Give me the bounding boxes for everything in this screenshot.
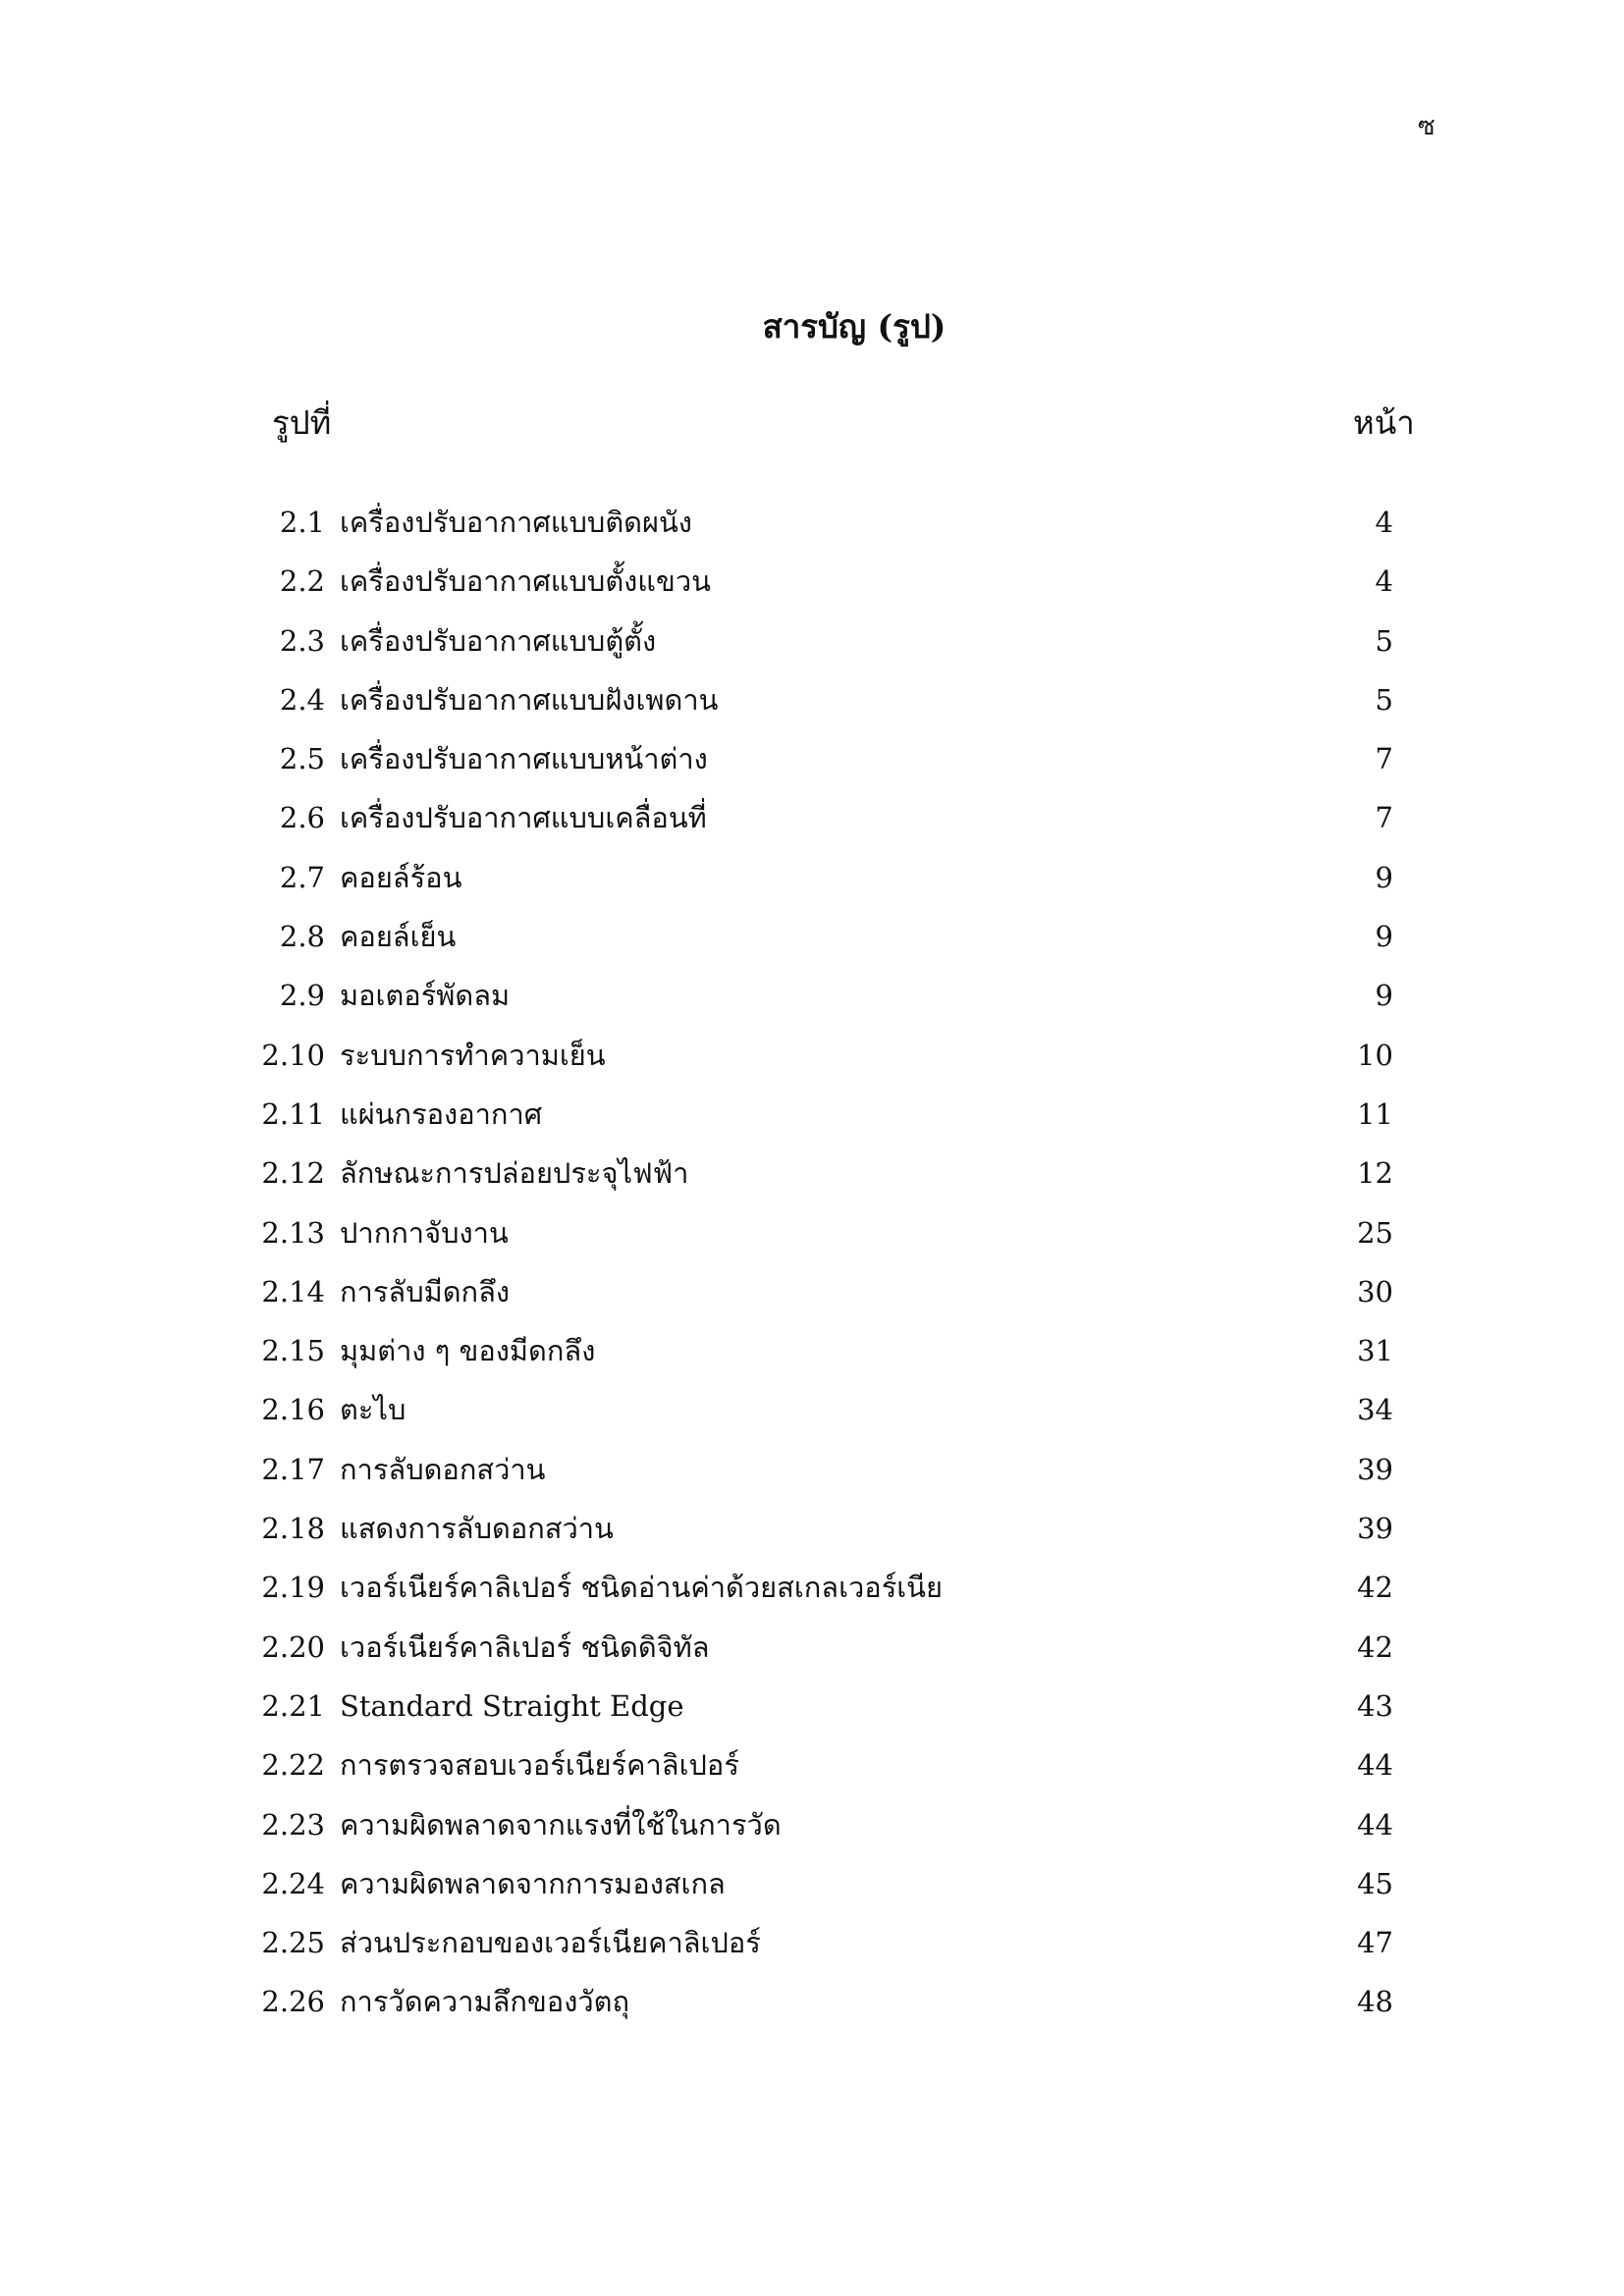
toc-entry: [0, 1735, 1624, 1794]
column-header-page: หน้า: [1353, 403, 1415, 442]
toc-entry-title: Standard Straight Edge: [340, 1688, 684, 1723]
toc-entry-number: 2.1: [279, 506, 325, 539]
toc-entry: [0, 1972, 1624, 2031]
toc-entry-number: 2.9: [279, 979, 325, 1013]
toc-entry-number: 2.2: [279, 564, 325, 599]
toc-entry: [0, 552, 1624, 611]
toc-entry-page: 44: [1357, 1748, 1393, 1783]
toc-entry-number: 2.10: [261, 1038, 325, 1072]
toc-entry-page: 9: [1375, 979, 1393, 1013]
toc-entry-page: 12: [1357, 1156, 1393, 1191]
toc-entry-page: 7: [1375, 801, 1393, 835]
toc-entry-title: ความผิดพลาดจากแรงที่ใช้ในการวัด: [340, 1807, 782, 1842]
toc-entry-number: 2.15: [261, 1334, 325, 1368]
toc-entry-title: เวอร์เนียร์คาลิเปอร์ ชนิดดิจิทัล: [340, 1629, 710, 1664]
toc-entry-title: ตะไบ: [340, 1393, 406, 1427]
toc-entry-number: 2.7: [279, 860, 325, 894]
toc-entry-page: 42: [1357, 1571, 1393, 1605]
toc-entry-title: มุมต่าง ๆ ของมีดกลึง: [340, 1334, 596, 1368]
toc-entry-title: เครื่องปรับอากาศแบบตู้ตั้ง: [340, 623, 657, 658]
toc-entry-title: การวัดความลึกของวัตถุ: [340, 1985, 630, 2019]
toc-entry: [0, 1440, 1624, 1499]
toc-entry-title: ส่วนประกอบของเวอร์เนียคาลิเปอร์: [340, 1926, 761, 1960]
toc-entry-title: เครื่องปรับอากาศแบบหน้าต่าง: [340, 742, 708, 776]
toc-entry-title: ความผิดพลาดจากการมองสเกล: [340, 1866, 726, 1900]
toc-entry: [0, 1795, 1624, 1854]
page-title: สารบัญ (รูป): [762, 307, 947, 346]
toc-entry-number: 2.24: [261, 1866, 325, 1900]
toc-entry: [0, 1203, 1624, 1262]
toc-entry-page: 25: [1357, 1215, 1393, 1250]
toc-entry-page: 43: [1357, 1688, 1393, 1723]
toc-list: [0, 493, 1624, 2032]
toc-entry-number: 2.19: [261, 1571, 325, 1605]
toc-entry-page: 39: [1357, 1512, 1393, 1546]
toc-entry-number: 2.11: [261, 1096, 325, 1131]
toc-entry-number: 2.13: [261, 1215, 325, 1250]
toc-entry-title: เครื่องปรับอากาศแบบตั้งแขวน: [340, 564, 711, 599]
toc-entry: [0, 1026, 1624, 1085]
toc-entry-number: 2.8: [279, 920, 325, 954]
toc-entry: [0, 1262, 1624, 1321]
toc-entry-title: การลับดอกสว่าน: [340, 1452, 546, 1486]
toc-entry-page: 9: [1375, 860, 1393, 894]
toc-entry: [0, 1558, 1624, 1617]
toc-entry-title: ระบบการทำความเย็น: [340, 1038, 606, 1072]
toc-entry-number: 2.4: [279, 682, 325, 717]
toc-entry: [0, 493, 1624, 552]
toc-entry: [0, 1144, 1624, 1202]
toc-entry-number: 2.3: [279, 623, 325, 658]
toc-entry-title: แผ่นกรองอากาศ: [340, 1096, 543, 1131]
toc-entry-title: คอยล์เย็น: [340, 920, 457, 954]
toc-entry: [0, 1913, 1624, 1972]
toc-entry-page: 10: [1357, 1038, 1393, 1072]
column-header-figure: รูปที่: [272, 403, 332, 442]
toc-entry-title: เครื่องปรับอากาศแบบเคลื่อนที่: [340, 801, 707, 835]
toc-entry: [0, 1380, 1624, 1439]
toc-entry: [0, 1618, 1624, 1677]
toc-entry: [0, 612, 1624, 670]
toc-entry-page: 11: [1357, 1096, 1393, 1131]
toc-entry: [0, 1677, 1624, 1735]
toc-entry-page: 44: [1357, 1807, 1393, 1842]
toc-entry: [0, 1854, 1624, 1913]
toc-entry-page: 7: [1375, 742, 1393, 776]
toc-entry-number: 2.14: [261, 1274, 325, 1308]
toc-entry-number: 2.12: [261, 1156, 325, 1191]
toc-entry-page: 47: [1357, 1926, 1393, 1960]
toc-entry-title: เวอร์เนียร์คาลิเปอร์ ชนิดอ่านค่าด้วยสเกลเวอร์เนีย: [340, 1571, 943, 1605]
toc-entry-page: 39: [1357, 1452, 1393, 1486]
toc-entry-title: การลับมีดกลึง: [340, 1274, 511, 1308]
toc-entry-title: เครื่องปรับอากาศแบบฝังเพดาน: [340, 682, 719, 717]
toc-entry-title: ปากกาจับงาน: [340, 1215, 509, 1250]
toc-entry-title: แสดงการลับดอกสว่าน: [340, 1512, 614, 1546]
toc-entry: [0, 1085, 1624, 1144]
toc-entry-number: 2.23: [261, 1807, 325, 1842]
toc-entry-number: 2.21: [261, 1688, 325, 1723]
toc-entry: [0, 907, 1624, 966]
toc-entry-number: 2.18: [261, 1512, 325, 1546]
toc-entry: [0, 966, 1624, 1025]
toc-entry: [0, 729, 1624, 788]
toc-entry-title: เครื่องปรับอากาศแบบติดผนัง: [340, 506, 692, 539]
toc-entry-page: 9: [1375, 920, 1393, 954]
toc-entry-number: 2.20: [261, 1629, 325, 1664]
toc-entry-number: 2.26: [261, 1985, 325, 2019]
toc-entry-page: 30: [1357, 1274, 1393, 1308]
toc-entry-page: 34: [1357, 1393, 1393, 1427]
toc-entry: [0, 848, 1624, 907]
page-number: ซ: [1418, 112, 1435, 141]
toc-entry-title: มอเตอร์พัดลม: [340, 979, 511, 1013]
toc-entry-page: 5: [1375, 623, 1393, 658]
toc-entry: [0, 670, 1624, 729]
toc-entry-page: 4: [1375, 506, 1393, 539]
toc-entry-number: 2.22: [261, 1748, 325, 1783]
toc-entry-page: 48: [1357, 1985, 1393, 2019]
toc-entry-title: การตรวจสอบเวอร์เนียร์คาลิเปอร์: [340, 1748, 739, 1783]
toc-entry-page: 5: [1375, 682, 1393, 717]
toc-entry-page: 31: [1357, 1334, 1393, 1368]
toc-entry-number: 2.16: [261, 1393, 325, 1427]
toc-entry-title: ลักษณะการปล่อยประจุไฟฟ้า: [340, 1156, 689, 1191]
toc-entry-title: คอยล์ร้อน: [340, 860, 462, 894]
toc-entry-page: 45: [1357, 1866, 1393, 1900]
toc-entry: [0, 1499, 1624, 1558]
toc-entry: [0, 1321, 1624, 1380]
toc-entry-page: 42: [1357, 1629, 1393, 1664]
toc-entry-page: 4: [1375, 564, 1393, 599]
toc-entry: [0, 788, 1624, 847]
toc-entry-number: 2.5: [279, 742, 325, 776]
toc-entry-number: 2.6: [279, 801, 325, 835]
toc-entry-number: 2.17: [261, 1452, 325, 1486]
toc-entry-number: 2.25: [261, 1926, 325, 1960]
